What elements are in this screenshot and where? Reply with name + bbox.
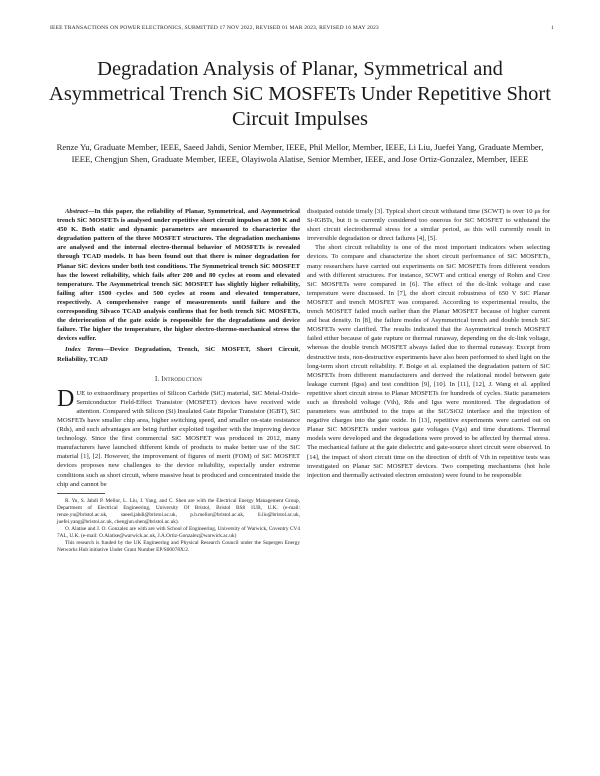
journal-info: IEEE TRANSACTIONS ON POWER ELECTRONICS, SUBMITTED 17 NOV 2022, REVISED 01 MAR 2023, REVISED 16 MAY 2023 — [50, 25, 379, 31]
abstract-text: —In this paper, the reliability of Planar, Symmetrical, and Asymmetrical trench SiC MOSFETs is analysed under repetitive short circuit impulses at 300 K and 450 K. Both static and dynamic parameters are measured to characterize the degradation pattern of the three MOSFET structures. The degradation mechanisms are analysed and the internal electro-thermal behavior of MOSFETs is revealed through TCAD models. It has been found out that there is minor degradation for Planar SiC devices under both test conditions. The Symmetrical trench SiC MOSFET has the lowest reliability, which fails after 200 and 80 cycles at room and elevated temperature. The Asymmetrical trench SiC MOSFET has slightly higher reliability, failing after 1500 cycles and 500 cycles at room and elevated temperature, respectively. A comprehensive range of measurements until failure and the corresponding Silvaco TCAD analysis confirms that for both trench SiC MOSFETs, the deterioration of the gate oxide is responsible for the degradations and device failure. The higher the temperature, the higher electro-thermo-mechanical stress the devices suffer. — [57, 208, 300, 343]
intro-text: to extraordinary properties of Silicon Carbide (SiC) material, SiC Metal-Oxide-Semiconductor Field-Effect Transistor (MOSFET) devices have received wide attention. Compared with Silicon (Si) Insulated Gate Bipolar Transistor (IGBT), SiC MOSFETs have smaller chip area, higher switching speed, and smaller on-state resistance (Rds), and such advantages are being further exploited together with the improving device technology. Since the first commercial SiC MOSFET was produced in 2012, many manufacturers have launched different kinds of products to make better use of the SiC material [1], [2]. However, the improvement of figures of merit (FOM) of SiC MOSFET devices proposes new challenges to the device reliability, especially under extreme conditions such as short circuit, where massive heat is produced and concentrated inside the chip and cannot be — [57, 389, 300, 488]
index-terms — [57, 345, 300, 363]
intro-lead: UE — [76, 389, 86, 397]
section-numeral: I. — [154, 375, 160, 383]
author-list: Renze Yu, Graduate Member, IEEE, Saeed Jahdi, Senior Member, IEEE, Phil Mellor, Member, IEEE, Li Liu, Juefei Yang, Graduate Member, IEEE, Chengjun Shen, Graduate Member, IEEE, Olayiwola Alatise, Senior Member, IEEE, and Jose Ortiz-Gonzalez, Member, IEEE — [56, 142, 544, 164]
index-terms-text: —Device Degradation, Trench, SiC MOSFET, Short Circuit, Reliability, TCAD — [57, 346, 301, 363]
left-column — [57, 207, 300, 554]
section-heading — [57, 375, 300, 384]
footnote-funding: This research is funded by the UK Engineering and Physical Research Council under the Supergen Energy Networks Hub initiative Under Grant Number EP/S00078X/2. — [57, 539, 300, 553]
section-title: Introduction — [161, 375, 203, 383]
body-paragraph: dissipated outside timely [3]. Typical short circuit withstand time (SCWT) is over 10 μs for Si-IGBTs, but it is currently considered too onerous for SiC MOSFET to withstand the short circuit electrothermal stress for a similar period, as this will currently result in irreversible degradation or direct failures [4], [5]. — [307, 208, 550, 243]
footnote-affiliation-warwick: O. Alatise and J. O. Gonzalez are with are with School of Engineering, University of Warwick, Coventry CV4 7AL, U.K. (e-mail: O.Alatise@warwick.ac.uk, J.A.Ortiz-Gonzalez@warwick.ac.uk) — [57, 525, 300, 539]
running-header — [50, 25, 554, 31]
drop-cap: D — [57, 385, 75, 412]
abstract-label: Abstract — [65, 208, 88, 215]
paper-title: Degradation Analysis of Planar, Symmetrical and Asymmetrical Trench SiC MOSFETs Under Repetitive Short Circuit Impulses — [49, 58, 551, 130]
footnote-affiliation-bristol: R. Yu, S. Jahdi P. Mellor, L. Liu, J. Yang, and C. Shen are with the Electrical Energy Management Group, Department of Electrical Engineering, University Of Bristol, Bristol BS8 1UB, U.K. (e-mail: renze.yu@bristol.ac.uk, saeed.jahdi@bristol.ac.uk, p.h.mellor@bristol.ac.uk, li.liu@bristol.ac.uk, juefei.yang@bristol.ac.uk, chengjun.shen@bristol.ac.uk). — [57, 497, 300, 525]
footnote-rule — [57, 493, 105, 494]
body-paragraph: The short circuit reliability is one of the most important indicators when selecting devices. To compare and characterize the short circuit performance of SiC MOSFETs, many researchers have carried out experiments on SiC MOSFETs from different vendors and with different structures. For instance, SCWT and critical energy of Rohm and Cree SiC MOSFETs were compared in [6]. The effect of the dc-link voltage and case temperature were discussed. In [7], the short circuit robustness of 650 V SiC Planar MOSFET and trench MOSFET was compared. According to experimental results, the trench MOSFET failed much earlier than the Planar MOSFET because of higher current and heat density. In [8], the failure modes of Asymmetrical trench and double trench SiC MOSFETs were clarified. The results indicated that the Asymmetrical trench MOSFET failed either because of gate rupture or thermal runaway, depending on the dc-link voltage, whereas the double trench MOSFET always failed due to thermal runaway. Except from destructive tests, non-destructive experiments have also been performed to shed light on the long-term short circuit reliability. F. Boige et al. explained the degradation pattern of SiC MOSFETs from different manufacturers and derived the relational model between gate leakage current (Igss) and test condition [9], [10]. In [11], [12], J. Wang et al. applied repetitive short circuit stress to Planar MOSFETs for hundreds of cycles. Static parameters such as threshold voltage (Vth), Rds and Igss were monitored. The degradation of parameters was attributed to the traps at the SiC/SiO2 interface and the injection of negative charges into the gate oxide. In [13], repetitive experiments were carried out on Planar SiC MOSFETs under various gate voltages (Vgs) and time durations. Thermal models were developed and the degradations were proved to be affected by thermal stress. The mechanical failure at the gate dielectric and gate-source short circuit were observed. In [14], the impact of short circuit time on the direction of drift of Vth in repetitive tests was investigated on Planar SiC MOSFET devices. Two competing mechanisms (hot hole injection and thermally activated electron emission) were found to be responsible — [307, 244, 550, 479]
intro-paragraph — [57, 385, 300, 489]
index-terms-label: Index Terms — [65, 346, 104, 354]
footnotes — [57, 498, 300, 554]
right-column — [307, 207, 550, 480]
introduction-body — [57, 385, 300, 489]
page-number: 1 — [551, 25, 554, 31]
abstract — [57, 207, 300, 343]
